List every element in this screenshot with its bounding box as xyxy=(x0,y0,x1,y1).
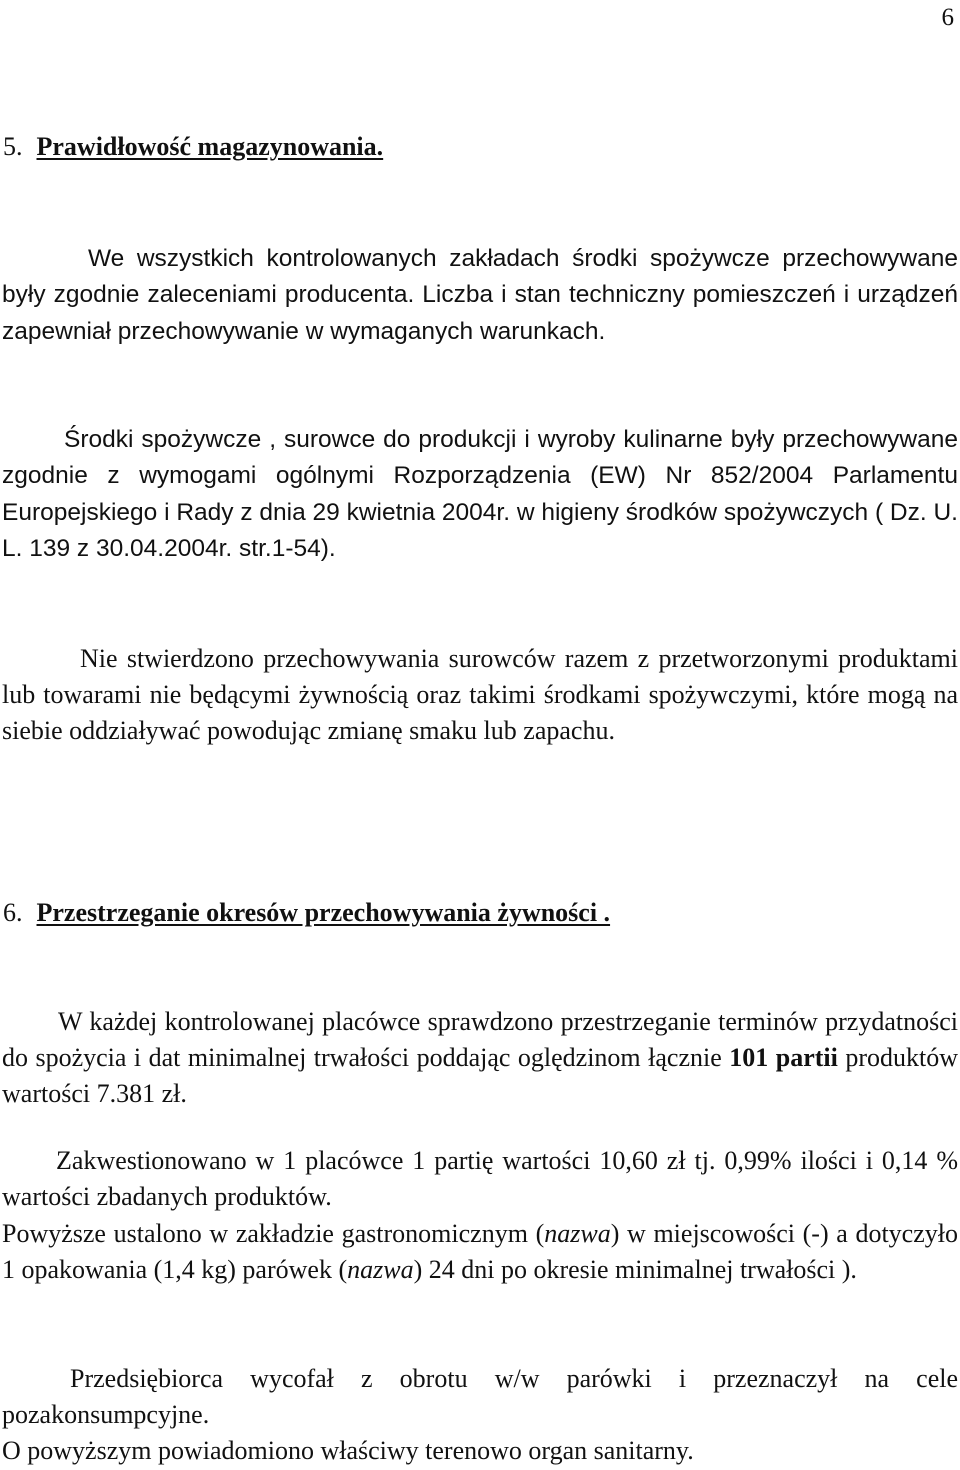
section-6-paragraph-2 xyxy=(2,1143,958,1215)
section-5-heading xyxy=(3,134,383,160)
section-6-paragraph-3-c: ) 24 dni po okresie minimalnej trwałości ). xyxy=(413,1254,857,1284)
section-5-number: 5. xyxy=(3,132,23,161)
section-5-title: Prawidłowość magazynowania. xyxy=(36,132,384,161)
section-5-paragraph-3 xyxy=(2,641,958,748)
name-placeholder-1: nazwa xyxy=(544,1219,611,1248)
page-number: 6 xyxy=(941,4,954,31)
section-5-paragraph-1-text: We wszystkich kontrolowanych zakładach środki spożywcze przechowywane były zgodnie zaleceniami producenta. Liczba i stan techniczny pomieszczeń i urządzeń zapewniał przechowywanie w wymaganych warunkach. xyxy=(2,245,958,345)
section-6-number: 6. xyxy=(3,898,23,927)
section-6-paragraph-3-a: Powyższe ustalono w zakładzie gastronomicznym ( xyxy=(2,1219,545,1248)
section-6-paragraph-5 xyxy=(2,1433,958,1469)
section-6-paragraph-4 xyxy=(2,1361,958,1433)
section-6-paragraph-2-text: Zakwestionowano w 1 placówce 1 partię wartości 10,60 zł tj. 0,99% ilości i 0,14 % wartości zbadanych produktów. xyxy=(2,1146,958,1211)
section-5-paragraph-1 xyxy=(2,241,958,350)
section-6-paragraph-4-text: Przedsiębiorca wycofał z obrotu w/w parówki i przeznaczył na cele pozakonsumpcyjne. xyxy=(2,1364,958,1429)
section-5-paragraph-3-text: Nie stwierdzono przechowywania surowców razem z przetworzonymi produktami lub towarami nie będącymi żywnością oraz takimi środkami spożywczymi, które mogą na siebie oddziaływać powodując zmianę smaku lub zapachu. xyxy=(2,644,958,745)
section-6-paragraph-1 xyxy=(2,1004,958,1111)
section-5-paragraph-2 xyxy=(2,422,958,567)
section-6-paragraph-1-text: W każdej kontrolowanej placówce sprawdzono przestrzeganie terminów przydatności do spożycia i dat minimalnej trwałości poddając oględzinom łącznie xyxy=(2,1007,958,1072)
section-5-paragraph-2-text: Środki spożywcze , surowce do produkcji i wyroby kulinarne były przechowywane zgodnie z wymogami ogólnymi Rozporządzenia (EW) Nr 852/2004 Parlamentu Europejskiego i Rady z dnia 29 kwietnia 2004r. w higieny środków spożywczych ( Dz. U. L. 139 z 30.04.2004r. str.1-54). xyxy=(2,426,958,562)
inspected-lots-count: 101 partii xyxy=(729,1042,838,1072)
name-placeholder-2: nazwa xyxy=(347,1254,414,1284)
section-6-paragraph-5-text: O powyższym powiadomiono właściwy terenowo organ sanitarny. xyxy=(2,1436,694,1465)
section-6-paragraph-3 xyxy=(2,1216,958,1288)
section-6-title: Przestrzeganie okresów przechowywania żywności . xyxy=(36,898,611,927)
section-6-paragraph-3-b: ) w miejscowości (-) a dotyczyło 1 opakowania (1,4 kg) parówek ( xyxy=(2,1219,958,1284)
section-6-paragraph-1-end: produktów wartości 7.381 zł. xyxy=(2,1042,958,1108)
section-6-heading xyxy=(3,900,610,926)
